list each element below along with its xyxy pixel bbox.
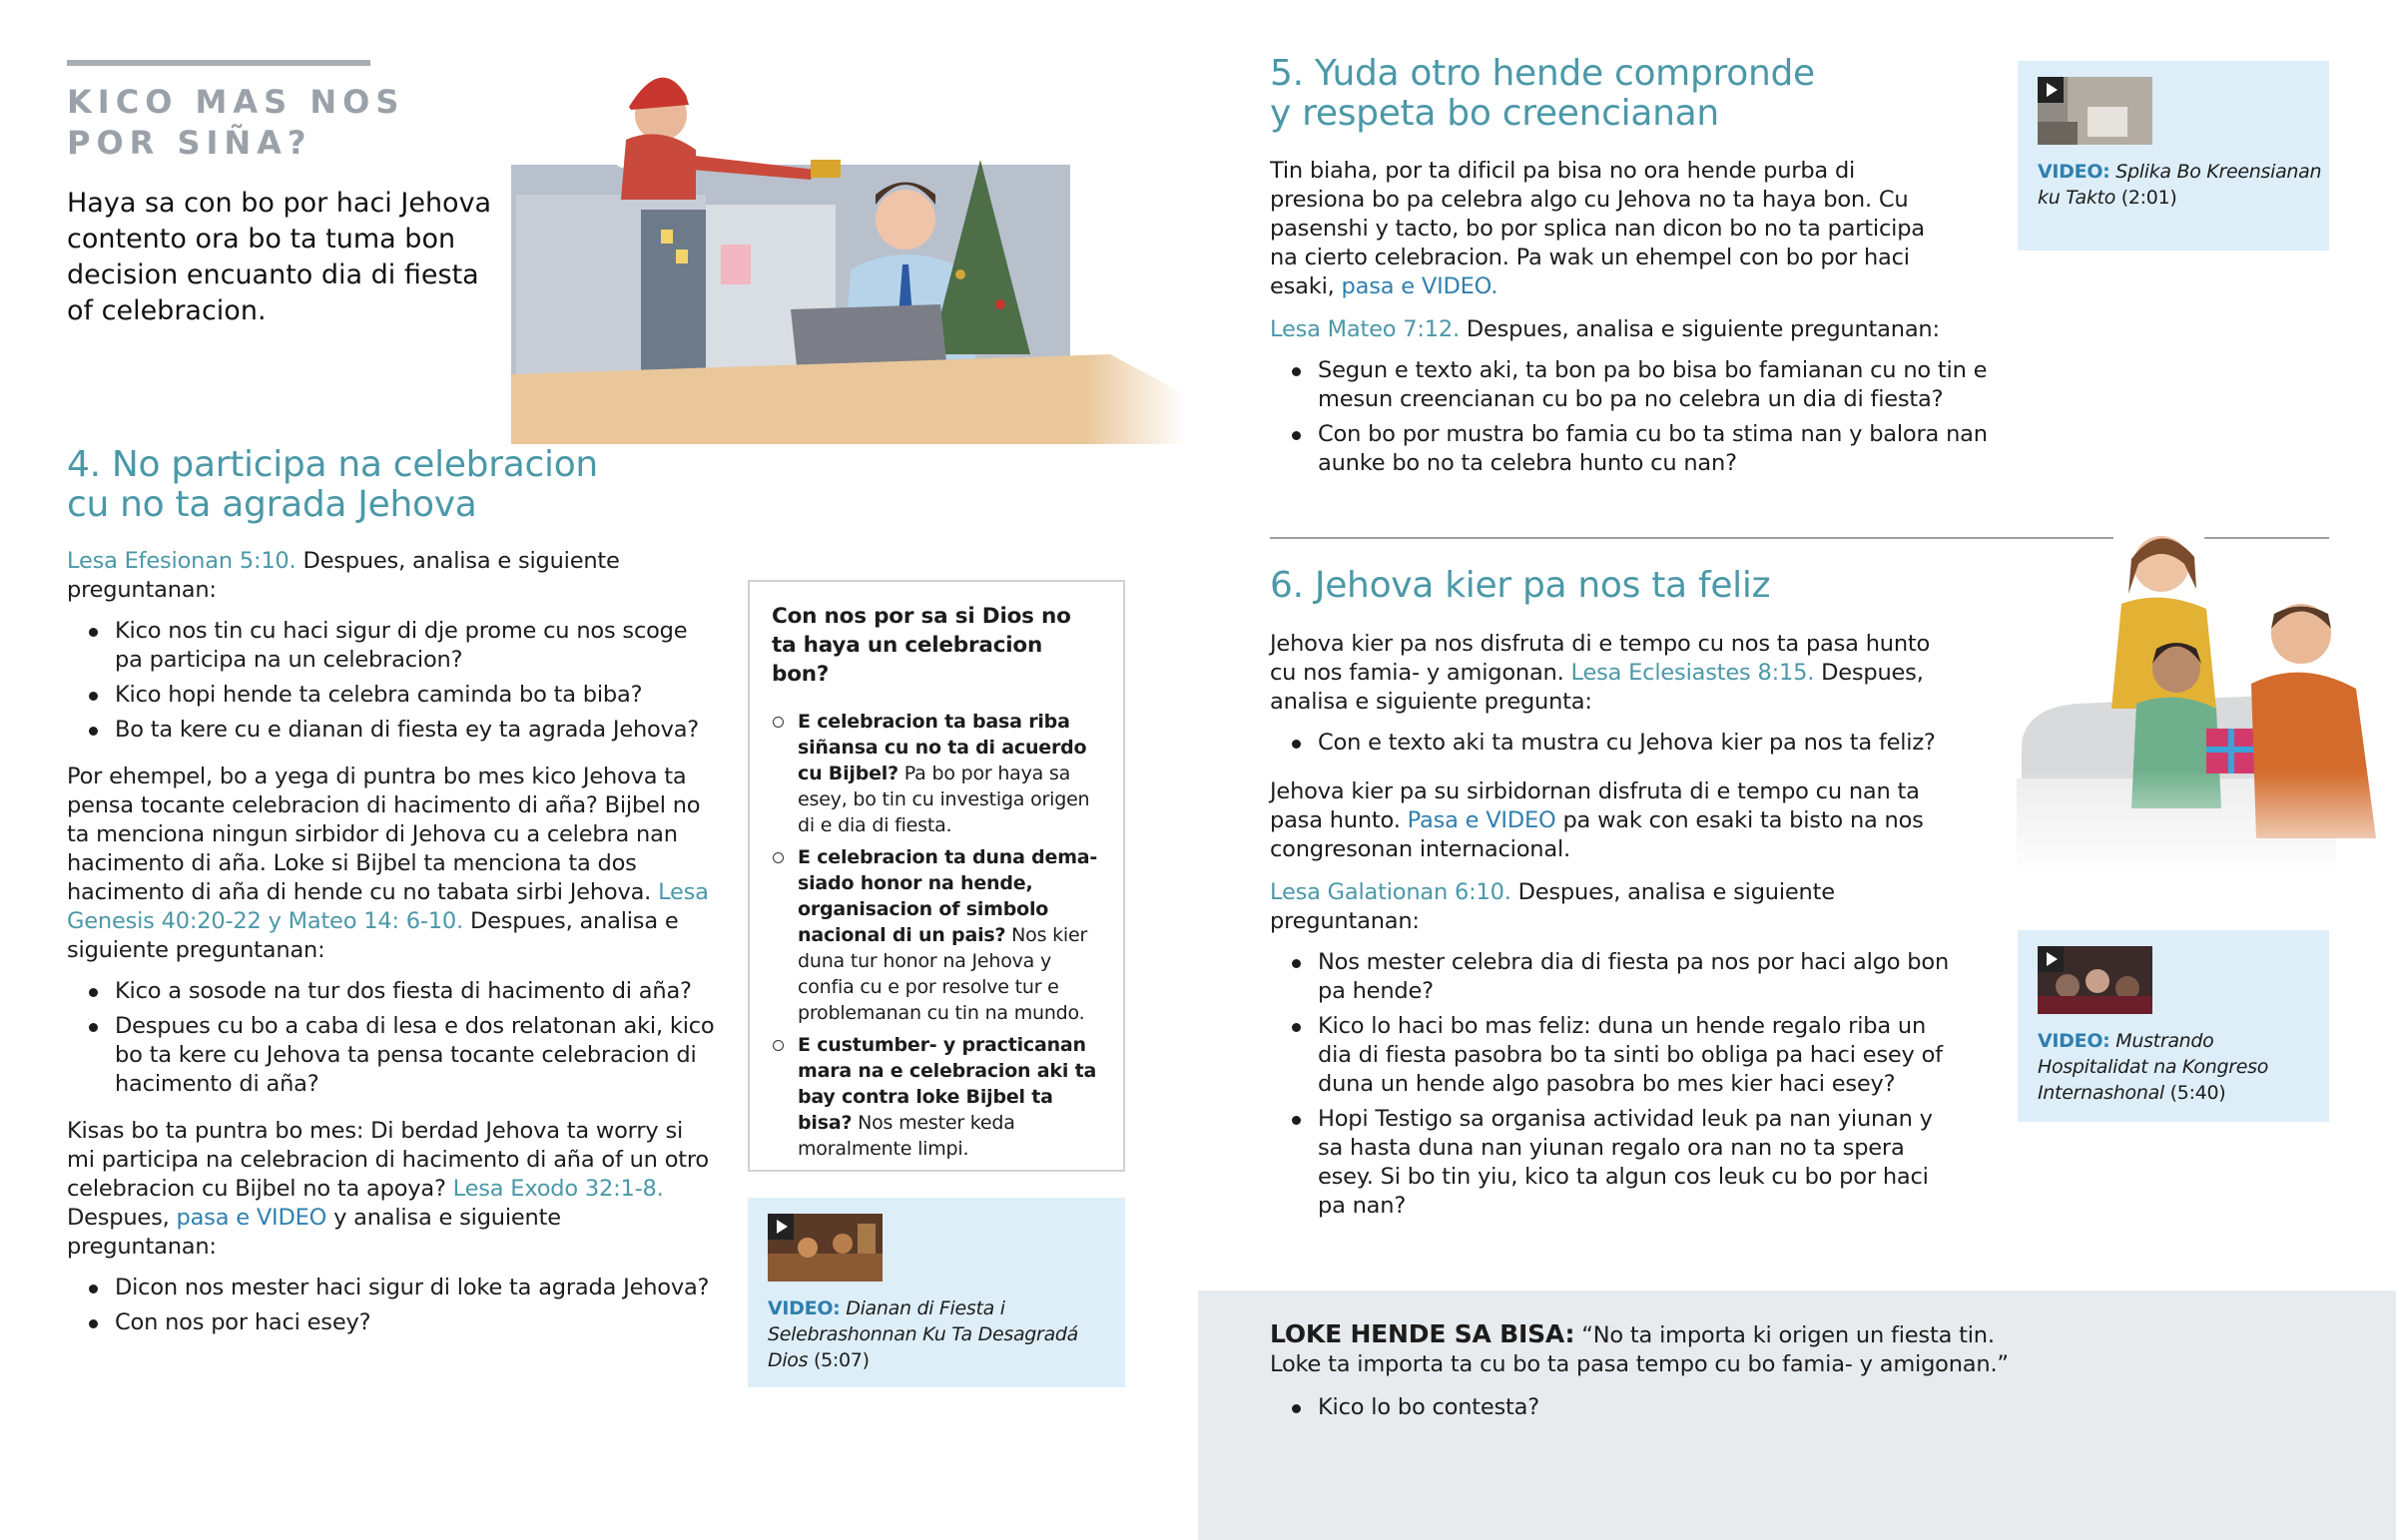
scripture-link[interactable]: Lesa Exodo 32:1-8.	[452, 1176, 664, 1202]
list-item: Kico lo bo contesta?	[1270, 1393, 2029, 1422]
video-caption: VIDEO: Mustrando Hospitalidat na Kongreso Internashonal (5:40)	[2038, 1030, 2269, 1104]
list-item: Kico nos tin cu haci sigur di dje prome cu nos scoge pa participa na un celebracion?	[67, 617, 716, 675]
section5-heading: 5. Yuda otro hende compronde y respeta bo creencianan	[1270, 53, 1815, 134]
scripture-link[interactable]: Lesa Genesis 40:20-22 y Mateo 14: 6-10.	[67, 879, 709, 934]
scripture-link[interactable]: Lesa Mateo 7:12.	[1270, 316, 1460, 342]
box-list	[772, 709, 1101, 1162]
question-list-2	[67, 977, 716, 1099]
list-item: Kico lo haci bo mas feliz: duna un hende regalo riba un dia di fiesta pasobra bo ta sinti bo obliga pa haci esey of duna un hende algo pasobra bo mes kier haci esey?	[1270, 1012, 1949, 1099]
play-video-link[interactable]: pasa e VIDEO	[176, 1205, 327, 1231]
list-item: Hopi Testigo sa organisa actividad leuk pa nan yiunan y sa hasta duna nan yiunan regalo ora nan no ta spera esey. Si bo tin yiu, kico ta algun cos leuk cu bo por haci pa nan?	[1270, 1105, 1949, 1221]
video-thumbnail[interactable]	[768, 1214, 883, 1282]
office-illustration	[511, 55, 1185, 444]
section6-heading: 6. Jehova kier pa nos ta feliz	[1270, 565, 1771, 606]
how-to-know-box	[748, 580, 1125, 1172]
video-thumbnail[interactable]	[2038, 946, 2152, 1014]
play-icon[interactable]	[2038, 77, 2064, 103]
play-video-link[interactable]: pasa e VIDEO.	[1341, 273, 1498, 299]
list-item: Con bo por mustra bo famia cu bo ta stima nan y balora nan aunke bo no ta celebra hunto cu nan?	[1270, 420, 2019, 478]
video-card-2[interactable]	[2018, 61, 2329, 251]
section6-paragraph-1: Jehova kier pa nos disfruta di e tempo cu nos ta pasa hunto cu nos famia- y amigonan. Lesa Eclesiastes 8:15. Despues, analisa e siguiente pregunta:	[1270, 631, 1931, 715]
quote-question-list	[1270, 1393, 2029, 1422]
list-item: E custumber- y practicanan mara na e celebracion aki ta bay contra loke Bijbel ta bisa? Nos mester keda moralmente limpi.	[772, 1032, 1101, 1162]
list-item: Con e texto aki ta mustra cu Jehova kier pa nos ta feliz?	[1270, 729, 1989, 758]
family-illustration	[2017, 519, 2396, 878]
video-card-1[interactable]	[748, 1198, 1125, 1387]
play-icon[interactable]	[768, 1214, 794, 1240]
list-item: Despues cu bo a caba di lesa e dos relatonan aki, kico bo ta kere cu Jehova ta pensa tocante celebracion di hacimento di aña?	[67, 1012, 716, 1099]
section5-paragraph: Tin biaha, por ta dificil pa bisa no ora hende purba di presiona bo pa celebra algo cu Jehova no ta haya bon. Cu pasenshi y tacto, bo por splica nan dicon bo no ta participa na cierto celebracion. Pa wak un ehempel con bo por haci esaki, pasa e VIDEO.	[1270, 158, 1925, 299]
intro-text: Haya sa con bo por haci Jehova contento ora bo ta tuma bon decision encuanto dia di fiesta of celebracion.	[67, 188, 492, 326]
scripture-link[interactable]: Lesa Galationan 6:10.	[1270, 879, 1511, 905]
play-icon[interactable]	[2038, 946, 2064, 972]
scripture-link[interactable]: Lesa Efesionan 5:10.	[67, 548, 297, 574]
list-item: Dicon nos mester haci sigur di loke ta agrada Jehova?	[67, 1274, 716, 1302]
video-card-3[interactable]	[2018, 930, 2329, 1122]
list-item: Con nos por haci esey?	[67, 1308, 716, 1337]
read-galationan: Lesa Galationan 6:10. Despues, analisa e siguiente preguntanan:	[1270, 879, 1835, 934]
section-divider	[1270, 537, 2113, 539]
list-item: Segun e texto aki, ta bon pa bo bisa bo famianan cu no tin e mesun creencianan cu bo pa no celebra un dia di fiesta?	[1270, 356, 2019, 414]
question-list-1	[67, 617, 716, 745]
box-title: Con nos por sa si Dios no ta haya un celebracion bon?	[772, 604, 1071, 687]
kico-mas-title: KICO MAS NOS POR SIÑA?	[67, 83, 405, 162]
read-mateo: Lesa Mateo 7:12. Despues, analisa e siguiente preguntanan:	[1270, 316, 1940, 342]
top-rule	[67, 60, 370, 66]
question-list-3	[67, 1274, 716, 1337]
scripture-link[interactable]: Lesa Eclesiastes 8:15.	[1570, 660, 1815, 686]
list-item: Nos mester celebra dia di fiesta pa nos por haci algo bon pa hende?	[1270, 948, 1949, 1006]
question-list-5	[1270, 356, 2019, 478]
video-caption: VIDEO: Dianan di Fiesta i Selebrashonnan Ku Ta Desagradá Dios (5:07)	[768, 1297, 1079, 1371]
list-item: E celebracion ta duna demasiado honor na hende, organisacion of simbolo nacional di un pais? Nos kier duna tur honor na Jehova y confia cu e por resolve tur e problemanan cu tin na mundo.	[772, 844, 1101, 1026]
question-list-6a	[1270, 729, 1989, 758]
section6-paragraph-2: Jehova kier pa su sirbidornan disfruta di e tempo cu nan ta pasa hunto. Pasa e VIDEO pa wak con esaki ta bisto na nos congresonan internacional.	[1270, 778, 1924, 862]
video-thumbnail[interactable]	[2038, 77, 2152, 145]
section5-body	[1270, 157, 2019, 484]
list-item: Bo ta kere cu e dianan di fiesta ey ta agrada Jehova?	[67, 716, 716, 745]
list-item: Kico hopi hende ta celebra caminda bo ta biba?	[67, 681, 716, 710]
quote-content	[1270, 1319, 2029, 1428]
play-video-link[interactable]: Pasa e VIDEO	[1407, 807, 1556, 833]
paragraph-birthday: Por ehempel, bo a yega di puntra bo mes kico Jehova ta pensa tocante celebracion di hacimento di aña? Bijbel no ta menciona ningun sirbidor di Jehova cu a celebra nan hacimento di aña. Loke si Bijbel ta menciona ta dos hacimento di aña di hende cu no tabata sirbi Jehova. Lesa Genesis 40:20-22 y Mateo 14: 6-10. Despues, analisa e siguiente preguntanan:	[67, 764, 709, 963]
video-caption: VIDEO: Splika Bo Kreensianan ku Takto (2:01)	[2038, 161, 2322, 209]
section4-body	[67, 547, 716, 1343]
list-item: Kico a sosode na tur dos fiesta di hacimento di aña?	[67, 977, 716, 1006]
section4-heading: 4. No participa na celebracion cu no ta agrada Jehova	[67, 444, 598, 525]
quote-text: LOKE HENDE SA BISA: “No ta importa ki origen un fiesta tin. Loke ta importa ta cu bo ta pasa tempo cu bo famia- y amigonan.”	[1270, 1319, 2009, 1377]
question-list-6b	[1270, 948, 1949, 1221]
read-efesionan: Lesa Efesionan 5:10. Despues, analisa e siguiente preguntanan:	[67, 548, 620, 603]
paragraph-kisas: Kisas bo ta puntra bo mes: Di berdad Jehova ta worry si mi participa na celebracion di hacimento di aña of un otro celebracion cu Bijbel no ta apoya? Lesa Exodo 32:1-8. Despues, pasa e VIDEO y analisa e siguiente preguntanan:	[67, 1118, 709, 1260]
list-item: E celebracion ta basa riba siñansa cu no ta di acuerdo cu Bijbel? Pa bo por haya sa esey, bo tin cu investiga origen di e dia di fiesta.	[772, 709, 1101, 838]
section6-body	[1270, 630, 1989, 1227]
